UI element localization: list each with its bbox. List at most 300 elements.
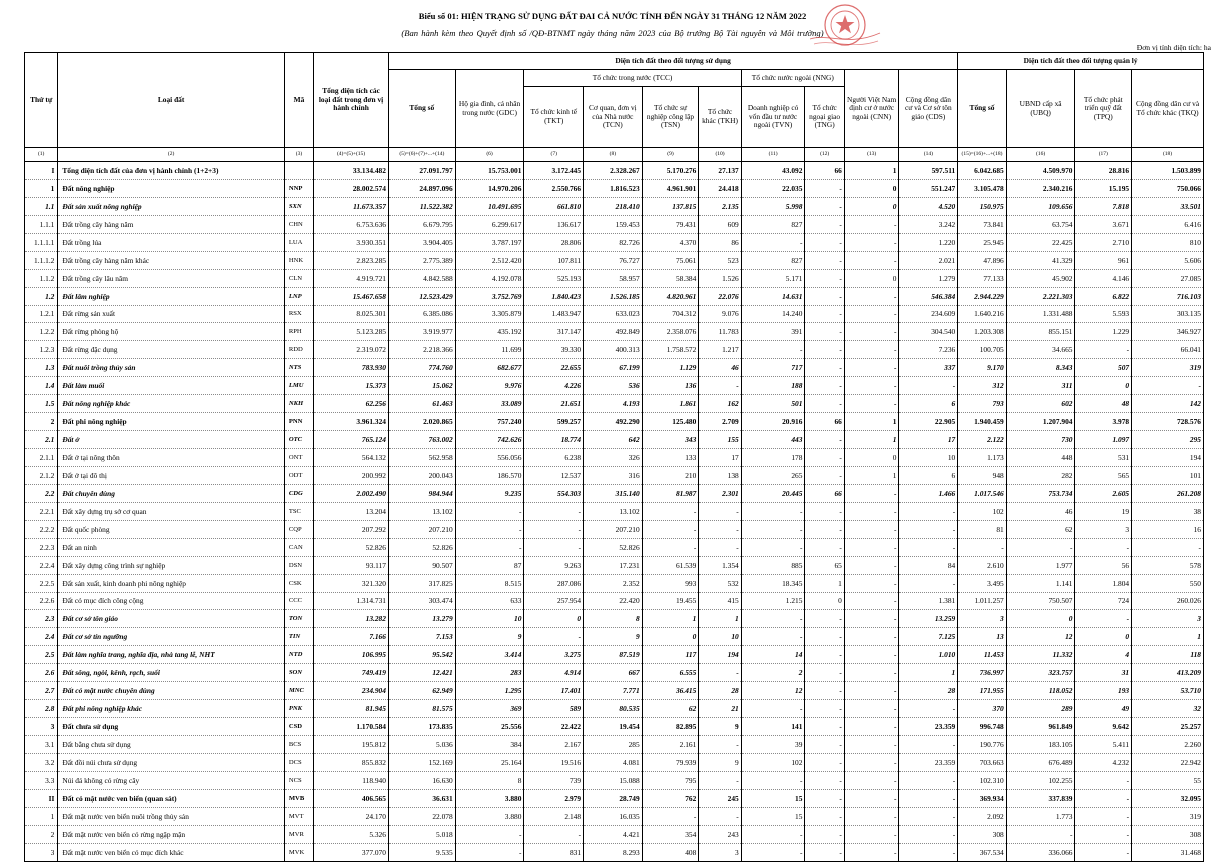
area-value: 90.507	[388, 556, 455, 574]
area-value: 1.279	[899, 269, 958, 287]
area-value: -	[805, 395, 844, 413]
row-number: 2.6	[25, 664, 58, 682]
row-number: 2.2.1	[25, 502, 58, 520]
col-tkq: Cộng đồng dân cư và Tổ chức khác (TKQ)	[1132, 70, 1204, 148]
area-value: -	[844, 215, 899, 233]
area-value: -	[844, 771, 899, 789]
area-value: 45.902	[1006, 269, 1075, 287]
area-value: 261.208	[1132, 484, 1204, 502]
area-value: 1.207.904	[1006, 413, 1075, 431]
land-type-name: Đất trồng cây hàng năm khác	[58, 251, 284, 269]
area-value: 11.522.382	[388, 197, 455, 215]
area-value: 827	[741, 215, 805, 233]
area-value: -	[844, 682, 899, 700]
area-value: 525.193	[524, 269, 584, 287]
area-value: -	[899, 502, 958, 520]
area-value: 1	[699, 610, 741, 628]
area-value: 6.555	[642, 664, 699, 682]
area-value: 33.089	[455, 395, 524, 413]
table-row	[25, 771, 1204, 789]
row-number: 3.3	[25, 771, 58, 789]
area-value: 82.895	[642, 718, 699, 736]
col-tkt: Tổ chức kinh tế (TKT)	[524, 87, 584, 148]
area-value: 106.995	[314, 646, 389, 664]
table-row	[25, 610, 1204, 628]
area-value: 3	[1132, 610, 1204, 628]
area-value: -	[805, 610, 844, 628]
area-value: 551.247	[899, 179, 958, 197]
column-index-cell: (6)	[455, 148, 524, 162]
official-seal-icon	[808, 3, 882, 51]
area-value: 22.905	[899, 413, 958, 431]
area-value: 3.172.445	[524, 162, 584, 180]
area-value: 312	[958, 377, 1007, 395]
area-value: 633.023	[584, 305, 643, 323]
area-value: -	[741, 538, 805, 556]
area-value: 597.511	[899, 162, 958, 180]
area-value: 1.640.216	[958, 305, 1007, 323]
area-value: 1.483.947	[524, 305, 584, 323]
land-code: RDD	[284, 341, 313, 359]
area-value: 5.171	[741, 269, 805, 287]
area-value: 303.474	[388, 592, 455, 610]
area-value: 73.841	[958, 215, 1007, 233]
area-value: 346.927	[1132, 323, 1204, 341]
area-value: 4	[1075, 646, 1132, 664]
area-value: 315.140	[584, 484, 643, 502]
row-number: 2.2	[25, 484, 58, 502]
area-value: 676.489	[1006, 753, 1075, 771]
area-value: 2.020.865	[388, 413, 455, 431]
area-value: 27.085	[1132, 269, 1204, 287]
area-value: 3.105.478	[958, 179, 1007, 197]
area-value: -	[741, 700, 805, 718]
area-value: 11.783	[699, 323, 741, 341]
row-number: 1.4	[25, 377, 58, 395]
land-type-name: Đất làm nghĩa trang, nghĩa địa, nhà tang lễ, NHT	[58, 646, 284, 664]
area-value: 602	[1006, 395, 1075, 413]
area-value: 10	[699, 628, 741, 646]
area-value: 93.117	[314, 556, 389, 574]
land-type-name: Đất sản xuất nông nghiệp	[58, 197, 284, 215]
row-number: 2.3	[25, 610, 58, 628]
area-value: -	[805, 233, 844, 251]
area-value: -	[899, 520, 958, 538]
area-value: 102	[741, 753, 805, 771]
area-value: -	[844, 807, 899, 825]
area-value: 4.081	[584, 753, 643, 771]
area-value: 53.710	[1132, 682, 1204, 700]
area-value: 531	[1075, 449, 1132, 467]
area-value: 8.025.301	[314, 305, 389, 323]
area-value: 80.535	[584, 700, 643, 718]
area-value: 27.137	[699, 162, 741, 180]
area-value: 2.218.366	[388, 341, 455, 359]
group-manager-header: Diện tích đất theo đối tượng quản lý	[958, 53, 1204, 70]
area-value: 5.036	[388, 736, 455, 754]
table-row	[25, 377, 1204, 395]
area-value: 285	[584, 736, 643, 754]
area-value: 377.070	[314, 843, 389, 861]
land-type-name: Đất trồng cây lâu năm	[58, 269, 284, 287]
area-value: 81.575	[388, 700, 455, 718]
area-value: 13.259	[899, 610, 958, 628]
area-value: 1.017.546	[958, 484, 1007, 502]
area-value: -	[1075, 843, 1132, 861]
table-row	[25, 431, 1204, 449]
area-value: -	[741, 502, 805, 520]
area-value: -	[741, 233, 805, 251]
area-value: 86	[699, 233, 741, 251]
area-value: 66	[805, 413, 844, 431]
table-row	[25, 287, 1204, 305]
area-value: 5.593	[1075, 305, 1132, 323]
area-value: 716.103	[1132, 287, 1204, 305]
area-value: 554.303	[524, 484, 584, 502]
area-value: 200.992	[314, 466, 389, 484]
land-code: CSD	[284, 718, 313, 736]
area-value: 354	[642, 825, 699, 843]
area-value: -	[805, 449, 844, 467]
area-value: -	[844, 628, 899, 646]
land-code: DSN	[284, 556, 313, 574]
area-value: 3.671	[1075, 215, 1132, 233]
area-value: 118.940	[314, 771, 389, 789]
area-value: 3.961.324	[314, 413, 389, 431]
area-value: -	[844, 574, 899, 592]
area-value: -	[899, 377, 958, 395]
land-type-name: Đất ở	[58, 431, 284, 449]
area-value: 2.352	[584, 574, 643, 592]
area-value: 3.880	[455, 789, 524, 807]
area-value: 52.826	[314, 538, 389, 556]
area-value: 369.934	[958, 789, 1007, 807]
land-type-name: Đất mặt nước ven biển có rừng ngập mặn	[58, 825, 284, 843]
area-value: 321.320	[314, 574, 389, 592]
area-value: 6	[899, 395, 958, 413]
area-value: 260.026	[1132, 592, 1204, 610]
area-value: 16.630	[388, 771, 455, 789]
area-value: -	[844, 484, 899, 502]
area-value: 0	[844, 179, 899, 197]
area-value: 4.370	[642, 233, 699, 251]
area-value: 36.415	[642, 682, 699, 700]
area-value: 117	[642, 646, 699, 664]
area-value: -	[741, 771, 805, 789]
area-value: 5.411	[1075, 736, 1132, 754]
land-type-name: Đất trồng cây hàng năm	[58, 215, 284, 233]
area-value: 102.255	[1006, 771, 1075, 789]
land-code: HNK	[284, 251, 313, 269]
land-code: CSK	[284, 574, 313, 592]
area-value: 1	[844, 162, 899, 180]
table-row	[25, 179, 1204, 197]
land-code: PNK	[284, 700, 313, 718]
area-value: -	[699, 736, 741, 754]
area-value: 661.810	[524, 197, 584, 215]
area-value: 245	[699, 789, 741, 807]
row-number: 3.1	[25, 736, 58, 754]
area-value: 138	[699, 466, 741, 484]
area-value: -	[741, 520, 805, 538]
area-value: 492.290	[584, 413, 643, 431]
area-value: 9	[584, 628, 643, 646]
area-value: 9	[699, 718, 741, 736]
area-value: 2.610	[958, 556, 1007, 574]
row-number: 3	[25, 843, 58, 861]
area-value: -	[805, 359, 844, 377]
table-row	[25, 825, 1204, 843]
area-value: 3.414	[455, 646, 524, 664]
area-value: -	[899, 771, 958, 789]
land-code: LNP	[284, 287, 313, 305]
area-value: 323.757	[1006, 664, 1075, 682]
area-value: 304.540	[899, 323, 958, 341]
area-value: -	[455, 502, 524, 520]
area-value: 1.170.584	[314, 718, 389, 736]
area-value: 793	[958, 395, 1007, 413]
land-code: TON	[284, 610, 313, 628]
row-number: 1.2.3	[25, 341, 58, 359]
column-index-cell: (1)	[25, 148, 58, 162]
area-value: 62	[642, 700, 699, 718]
area-value: 243	[699, 825, 741, 843]
area-value: 2.775.389	[388, 251, 455, 269]
row-number: II	[25, 789, 58, 807]
land-code: LMU	[284, 377, 313, 395]
area-value: 370	[958, 700, 1007, 718]
area-value: 234.609	[899, 305, 958, 323]
area-value: 5.018	[388, 825, 455, 843]
area-value: 11.699	[455, 341, 524, 359]
area-value: 4.914	[524, 664, 584, 682]
area-value: 2.161	[642, 736, 699, 754]
area-value: 667	[584, 664, 643, 682]
land-type-name: Đất an ninh	[58, 538, 284, 556]
area-value: 67.199	[584, 359, 643, 377]
column-index-cell: (12)	[805, 148, 844, 162]
area-value: 125.480	[642, 413, 699, 431]
col-nng: Tổ chức nước ngoài (NNG)	[741, 70, 844, 87]
area-value: 13.102	[584, 502, 643, 520]
table-row	[25, 502, 1204, 520]
area-value: 136.617	[524, 215, 584, 233]
area-value: 532	[699, 574, 741, 592]
area-value: 4.961.901	[642, 179, 699, 197]
area-value: 704.312	[642, 305, 699, 323]
col-stt: Thứ tự	[25, 53, 58, 148]
area-value: 136	[642, 377, 699, 395]
area-value: 6.238	[524, 449, 584, 467]
area-value: 287.086	[524, 574, 584, 592]
col-cds: Cộng đồng dân cư và Cơ sở tôn giáo (CDS)	[899, 70, 958, 148]
area-value: 1	[1132, 628, 1204, 646]
area-value: 210	[642, 466, 699, 484]
area-value: 599.257	[524, 413, 584, 431]
area-value: -	[805, 628, 844, 646]
row-number: 1.2	[25, 287, 58, 305]
area-value: 546.384	[899, 287, 958, 305]
area-value: 24.418	[699, 179, 741, 197]
area-value: 82.726	[584, 233, 643, 251]
area-value: 9.976	[455, 377, 524, 395]
area-value: -	[805, 700, 844, 718]
area-value: 5.170.276	[642, 162, 699, 180]
area-value: 48	[1075, 395, 1132, 413]
area-value: 1	[844, 413, 899, 431]
col-total-area: Tổng diện tích các loại đất trong đơn vị hành chính	[314, 53, 389, 148]
area-value: 2.002.490	[314, 484, 389, 502]
area-value: 3.787.197	[455, 233, 524, 251]
area-value: 2.710	[1075, 233, 1132, 251]
land-code: PNN	[284, 413, 313, 431]
row-number: I	[25, 162, 58, 180]
area-value: 152.169	[388, 753, 455, 771]
area-value: 827	[741, 251, 805, 269]
area-value: 39	[741, 736, 805, 754]
area-value: 2.021	[899, 251, 958, 269]
area-value: -	[1132, 377, 1204, 395]
land-use-table	[24, 52, 1204, 862]
area-value: -	[805, 520, 844, 538]
area-value: 0	[805, 592, 844, 610]
area-value: 413.209	[1132, 664, 1204, 682]
row-number: 2	[25, 825, 58, 843]
area-value: 3.752.769	[455, 287, 524, 305]
area-value: 961	[1075, 251, 1132, 269]
area-value: -	[844, 323, 899, 341]
area-value: 171.955	[958, 682, 1007, 700]
area-value: 76.727	[584, 251, 643, 269]
area-value: 1	[805, 574, 844, 592]
table-row	[25, 323, 1204, 341]
area-value: 0	[844, 269, 899, 287]
area-value: 142	[1132, 395, 1204, 413]
area-value: 961.849	[1006, 718, 1075, 736]
land-code: NTS	[284, 359, 313, 377]
area-value: 20.916	[741, 413, 805, 431]
area-value: 33.501	[1132, 197, 1204, 215]
area-value: -	[844, 646, 899, 664]
area-value: 22.425	[1006, 233, 1075, 251]
area-value: 406.565	[314, 789, 389, 807]
table-row	[25, 395, 1204, 413]
area-value: 28	[899, 682, 958, 700]
table-row	[25, 664, 1204, 682]
area-value: 31.468	[1132, 843, 1204, 861]
area-value: 87.519	[584, 646, 643, 664]
land-code: CQP	[284, 520, 313, 538]
area-value: 17.401	[524, 682, 584, 700]
area-value: 523	[699, 251, 741, 269]
area-value: 194	[699, 646, 741, 664]
area-value: -	[899, 736, 958, 754]
land-type-name: Đất đồi núi chưa sử dụng	[58, 753, 284, 771]
area-value: 15.088	[584, 771, 643, 789]
column-index-row	[25, 148, 1204, 162]
area-value: 4.146	[1075, 269, 1132, 287]
area-value: -	[805, 377, 844, 395]
area-value: 66.041	[1132, 341, 1204, 359]
area-value: 28.806	[524, 233, 584, 251]
area-value: -	[699, 807, 741, 825]
area-value: 2.340.216	[1006, 179, 1075, 197]
area-value: 61.463	[388, 395, 455, 413]
area-value: 550	[1132, 574, 1204, 592]
area-value: 326	[584, 449, 643, 467]
area-value: 28	[699, 682, 741, 700]
area-value: 578	[1132, 556, 1204, 574]
area-value: 831	[524, 843, 584, 861]
area-value: 5.998	[741, 197, 805, 215]
area-value: 0	[524, 610, 584, 628]
area-value: 6.822	[1075, 287, 1132, 305]
area-value: 100.705	[958, 341, 1007, 359]
area-value: -	[805, 843, 844, 861]
area-value: -	[524, 520, 584, 538]
row-number: 2.2.4	[25, 556, 58, 574]
area-value: -	[805, 323, 844, 341]
land-code: NTD	[284, 646, 313, 664]
area-value: 19.454	[584, 718, 643, 736]
area-value: 750.066	[1132, 179, 1204, 197]
area-value: 14.240	[741, 305, 805, 323]
area-value: 1.816.523	[584, 179, 643, 197]
area-value: -	[1132, 538, 1204, 556]
area-value: 102	[958, 502, 1007, 520]
area-value: 282	[1006, 466, 1075, 484]
area-value: 58.384	[642, 269, 699, 287]
land-type-name: Đất phi nông nghiệp khác	[58, 700, 284, 718]
land-code: MVB	[284, 789, 313, 807]
area-value: 1.977	[1006, 556, 1075, 574]
area-value: 186.570	[455, 466, 524, 484]
area-value: 195.812	[314, 736, 389, 754]
area-value: 443	[741, 431, 805, 449]
area-value: -	[805, 466, 844, 484]
area-value: 3.242	[899, 215, 958, 233]
row-number: 2.7	[25, 682, 58, 700]
area-value: 118	[1132, 646, 1204, 664]
area-value: 8	[455, 771, 524, 789]
area-value: 207.210	[388, 520, 455, 538]
area-value: 200.043	[388, 466, 455, 484]
area-value: -	[805, 646, 844, 664]
area-value: 736.997	[958, 664, 1007, 682]
area-value: -	[844, 305, 899, 323]
land-type-name: Đất lâm nghiệp	[58, 287, 284, 305]
area-value: 289	[1006, 700, 1075, 718]
area-value: -	[805, 431, 844, 449]
area-value: 14.631	[741, 287, 805, 305]
column-index-cell: (7)	[524, 148, 584, 162]
report-subtitle: (Ban hành kèm theo Quyết định số /QĐ-BTNMT ngày tháng năm 2023 của Bộ trưởng Bộ Tài nguyên và Môi trường)	[401, 28, 824, 38]
area-value: 1.217	[699, 341, 741, 359]
area-value: 9.263	[524, 556, 584, 574]
area-value: 0	[1006, 610, 1075, 628]
area-value: 15.062	[388, 377, 455, 395]
area-value: 22.942	[1132, 753, 1204, 771]
area-value: 536	[584, 377, 643, 395]
land-type-name: Đất rừng sản xuất	[58, 305, 284, 323]
area-value: -	[844, 736, 899, 754]
area-value: 18.345	[741, 574, 805, 592]
area-value: 11.453	[958, 646, 1007, 664]
area-value: -	[899, 789, 958, 807]
area-value: 65	[805, 556, 844, 574]
table-row	[25, 269, 1204, 287]
area-value: 724	[1075, 592, 1132, 610]
